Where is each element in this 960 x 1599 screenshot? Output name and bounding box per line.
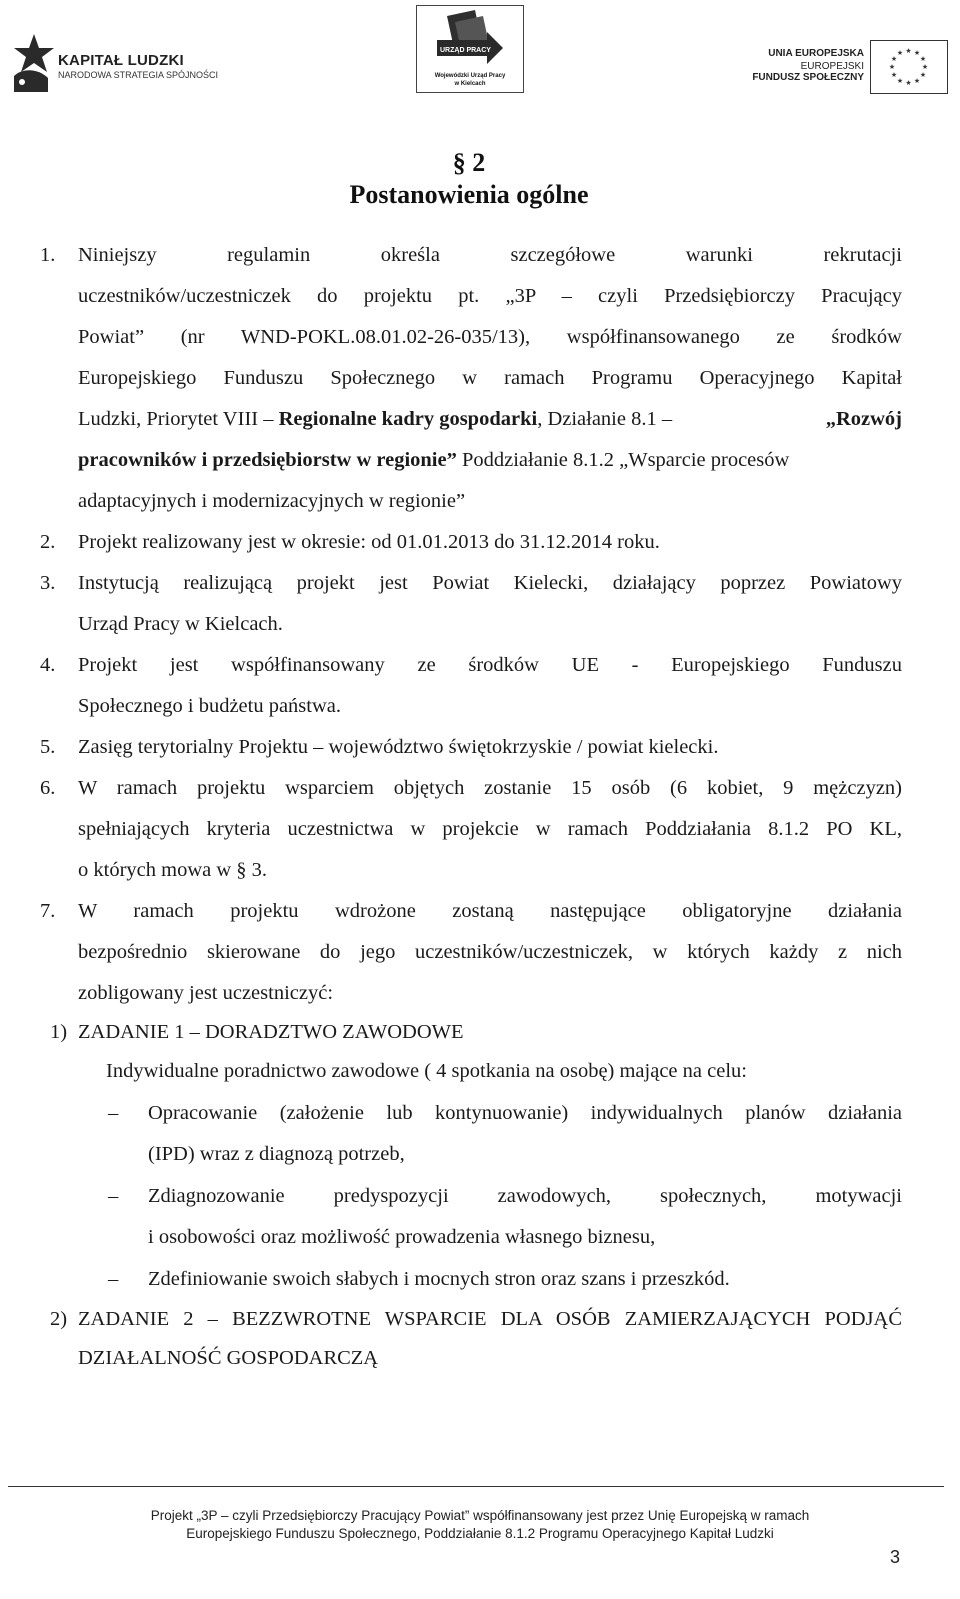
svg-text:★: ★ bbox=[919, 55, 927, 63]
kapital-ludzki-logo-icon bbox=[8, 32, 56, 94]
p4-number: 4. bbox=[40, 654, 56, 676]
p7-line3: zobligowany jest uczestniczyć: bbox=[78, 982, 334, 1004]
p1-line5-c: , Działanie 8.1 – bbox=[537, 408, 673, 430]
p1-line5 bbox=[78, 407, 672, 431]
eu-line1: UNIA EUROPEJSKA bbox=[768, 48, 864, 59]
task1-bullet1-dash: – bbox=[108, 1102, 119, 1124]
p1-line3: Powiat” (nr WND-POKL.08.01.02-26-035/13), współfinansowanego ze środków bbox=[78, 326, 902, 348]
p2-line1: Projekt realizowany jest w okresie: od 01.01.2013 do 31.12.2014 roku. bbox=[78, 531, 660, 553]
section-title: Postanowienia ogólne bbox=[349, 180, 589, 209]
p1-line6-b: Poddziałanie 8.1.2 „Wsparcie procesów bbox=[456, 449, 790, 471]
p3-number: 3. bbox=[40, 572, 56, 594]
p5-number: 5. bbox=[40, 736, 56, 758]
task2-line2: DZIAŁALNOŚĆ GOSPODARCZĄ bbox=[78, 1347, 379, 1369]
page-number: 3 bbox=[890, 1547, 901, 1567]
urzad-pracy-logo-icon bbox=[417, 8, 523, 70]
p1-line4: Europejskiego Funduszu Społecznego w ramach Programu Operacyjnego Kapitał bbox=[78, 367, 902, 389]
p1-line6 bbox=[78, 448, 789, 472]
eu-flag-icon bbox=[871, 41, 946, 92]
urzad-pracy-caption-1: Wojewódzki Urząd Pracy bbox=[434, 73, 506, 79]
svg-text:★: ★ bbox=[890, 71, 898, 79]
p4-line1: Projekt jest współfinansowany ze środków UE - Europejskiego Funduszu bbox=[78, 654, 902, 676]
task1-intro: Indywidualne poradnictwo zawodowe ( 4 spotkania na osobę) mające na celu: bbox=[106, 1060, 747, 1082]
p4-line2: Społecznego i budżetu państwa. bbox=[78, 695, 342, 717]
task2-line1: ZADANIE 2 – BEZZWROTNE WSPARCIE DLA OSÓB ZAMIERZAJĄCYCH PODJĄĆ bbox=[78, 1308, 902, 1330]
footer-divider bbox=[8, 1486, 944, 1487]
p1-line5-bold: Regionalne kadry gospodarki bbox=[278, 408, 538, 430]
p1-line5-a: Ludzki, Priorytet VIII – bbox=[78, 408, 279, 430]
p1-line6-bold: pracowników i przedsiębiorstw w regionie” bbox=[78, 449, 457, 471]
task1-bullet2-dash: – bbox=[108, 1185, 119, 1207]
task1-bullet3-dash: – bbox=[108, 1268, 119, 1290]
task1-number: 1) bbox=[50, 1021, 68, 1043]
p3-line1: Instytucją realizującą projekt jest Powiat Kielecki, działający poprzez Powiatowy bbox=[78, 572, 902, 594]
urzad-pracy-caption-2: w Kielcach bbox=[454, 81, 486, 87]
urzad-pracy-badge: URZĄD PRACY bbox=[440, 47, 491, 54]
eu-flag bbox=[870, 40, 948, 94]
p1-number: 1. bbox=[40, 244, 56, 266]
svg-text:★: ★ bbox=[890, 55, 898, 63]
svg-text:★: ★ bbox=[896, 49, 904, 57]
eu-line3: FUNDUSZ SPOŁECZNY bbox=[752, 72, 864, 83]
p1-line7: adaptacyjnych i modernizacyjnych w regionie” bbox=[78, 490, 466, 512]
task1-bullet2-line1: Zdiagnozowanie predyspozycji zawodowych, społecznych, motywacji bbox=[148, 1185, 902, 1207]
p1-line2: uczestników/uczestniczek do projektu pt. „3P – czyli Przedsiębiorczy Pracujący bbox=[78, 285, 902, 307]
svg-text:★: ★ bbox=[919, 71, 927, 79]
eu-logo bbox=[752, 40, 948, 100]
p6-number: 6. bbox=[40, 777, 56, 799]
svg-text:★: ★ bbox=[913, 49, 921, 57]
p1-line5-end: „Rozwój bbox=[825, 408, 902, 430]
p6-line1: W ramach projektu wsparciem objętych zostanie 15 osób (6 kobiet, 9 mężczyzn) bbox=[78, 777, 902, 799]
footer-line2: Europejskiego Funduszu Społecznego, Poddziałanie 8.1.2 Programu Operacyjnego Kapitał Ludzki bbox=[186, 1526, 774, 1541]
svg-text:★: ★ bbox=[905, 79, 912, 87]
p7-number: 7. bbox=[40, 900, 56, 922]
task1-bullet1-line2: (IPD) wraz z diagnozą potrzeb, bbox=[148, 1143, 405, 1165]
task2-number: 2) bbox=[50, 1308, 68, 1330]
svg-text:★: ★ bbox=[905, 47, 912, 55]
task1-title: ZADANIE 1 – DORADZTWO ZAWODOWE bbox=[78, 1021, 464, 1043]
svg-text:★: ★ bbox=[921, 63, 929, 71]
footer-line1: Projekt „3P – czyli Przedsiębiorczy Pracujący Powiat” współfinansowany jest przez Unię Europejską w ramach bbox=[150, 1508, 810, 1523]
p1-line1: Niniejszy regulamin określa szczegółowe warunki rekrutacji bbox=[78, 244, 902, 266]
kapital-ludzki-logo bbox=[8, 32, 219, 96]
p3-line2: Urząd Pracy w Kielcach. bbox=[78, 613, 283, 635]
p7-line2: bezpośrednio skierowane do jego uczestników/uczestniczek, w których każdy z nich bbox=[78, 941, 902, 963]
svg-text:★: ★ bbox=[896, 77, 904, 85]
p7-line1: W ramach projektu wdrożone zostaną następujące obligatoryjne działania bbox=[78, 900, 902, 922]
p6-line3: o których mowa w § 3. bbox=[78, 859, 268, 881]
eu-line2: EUROPEJSKI bbox=[800, 61, 864, 72]
p5-line1: Zasięg terytorialny Projektu – województwo świętokrzyskie / powiat kielecki. bbox=[78, 736, 719, 758]
task1-bullet3-line1: Zdefiniowanie swoich słabych i mocnych stron oraz szans i przeszkód. bbox=[148, 1268, 730, 1290]
svg-text:★: ★ bbox=[913, 77, 921, 85]
p2-number: 2. bbox=[40, 531, 56, 553]
section-number: § 2 bbox=[452, 148, 486, 177]
task1-bullet1-line1: Opracowanie (założenie lub kontynuowanie) indywidualnych planów działania bbox=[148, 1102, 902, 1124]
svg-text:★: ★ bbox=[888, 63, 896, 71]
urzad-pracy-caption bbox=[417, 72, 523, 88]
p6-line2: spełniających kryteria uczestnictwa w projekcie w ramach Poddziałania 8.1.2 PO KL, bbox=[78, 818, 902, 840]
urzad-pracy-logo bbox=[416, 5, 524, 93]
task1-bullet2-line2: i osobowości oraz możliwość prowadzenia własnego biznesu, bbox=[148, 1226, 656, 1248]
kapital-ludzki-title: KAPITAŁ LUDZKI bbox=[58, 52, 184, 69]
kapital-ludzki-subtitle: NARODOWA STRATEGIA SPÓJNOŚCI bbox=[58, 70, 219, 80]
